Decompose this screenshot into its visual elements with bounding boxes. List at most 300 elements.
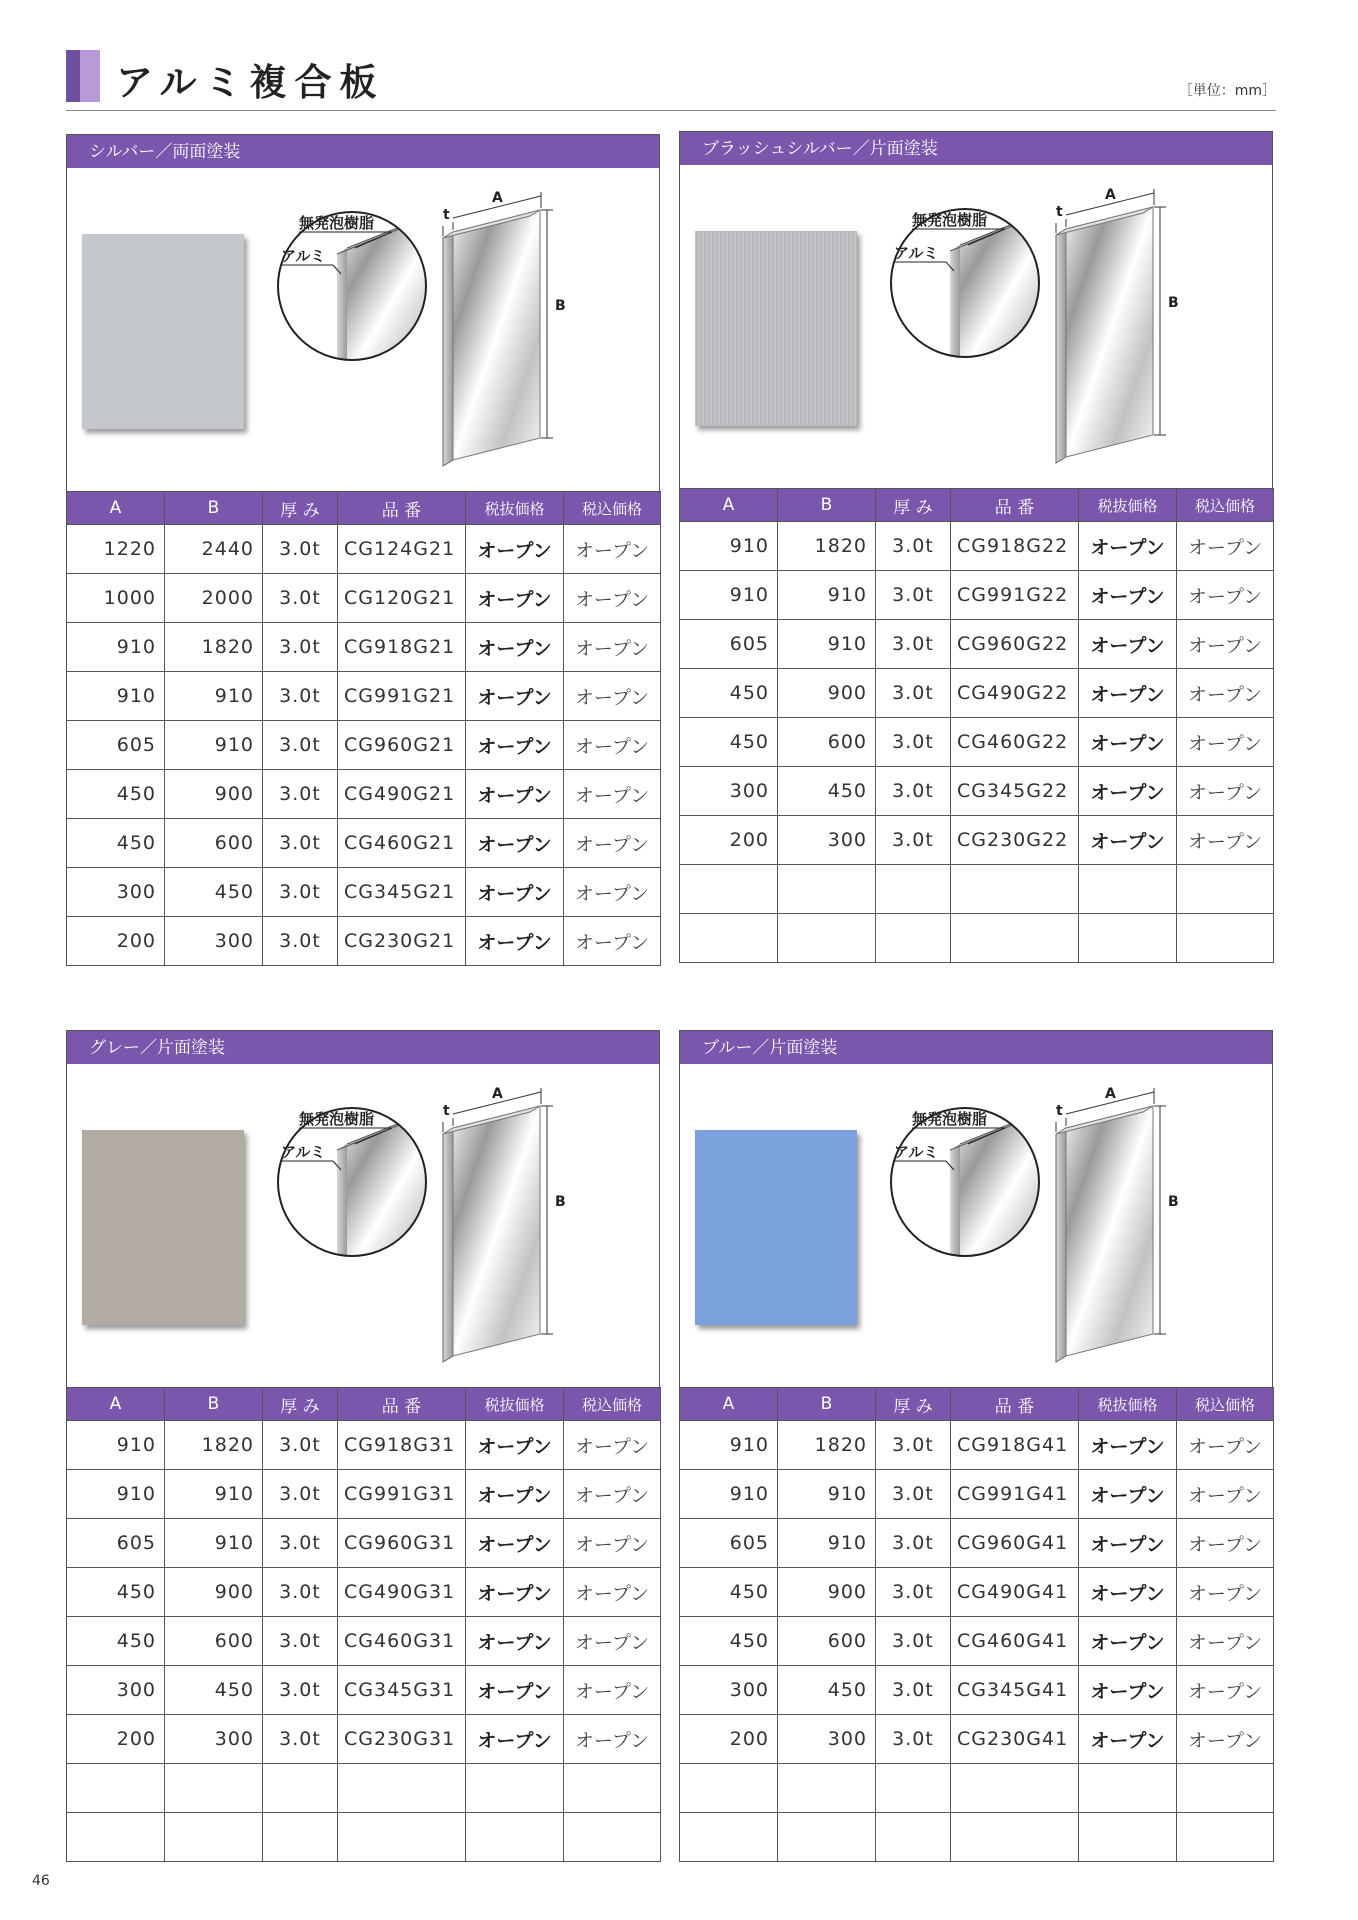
column-header: 税込価格 bbox=[564, 492, 661, 525]
table-cell: 3.0t bbox=[876, 767, 951, 816]
table-cell: 1220 bbox=[67, 525, 165, 574]
product-image-area bbox=[66, 1064, 660, 1387]
table-cell bbox=[466, 1764, 564, 1813]
table-cell bbox=[951, 865, 1079, 914]
table-cell: 3.0t bbox=[263, 1421, 338, 1470]
table-cell bbox=[564, 1764, 661, 1813]
table-cell: 3.0t bbox=[876, 522, 951, 571]
table-cell bbox=[778, 865, 876, 914]
table-cell: CG991G41 bbox=[951, 1470, 1079, 1519]
label-foam-resin: 無発泡樹脂 bbox=[299, 214, 375, 232]
table-cell: CG460G21 bbox=[338, 819, 466, 868]
table-cell: 3.0t bbox=[263, 1470, 338, 1519]
column-header: 税込価格 bbox=[1177, 1388, 1274, 1421]
column-header: B bbox=[778, 1388, 876, 1421]
table-cell bbox=[1079, 865, 1177, 914]
table-cell: CG960G41 bbox=[951, 1519, 1079, 1568]
table-cell: 450 bbox=[680, 1617, 778, 1666]
table-cell: CG960G31 bbox=[338, 1519, 466, 1568]
table-cell: 1820 bbox=[778, 1421, 876, 1470]
table-cell: CG960G22 bbox=[951, 620, 1079, 669]
title-accent-dark bbox=[66, 50, 80, 102]
table-cell: オープン bbox=[1079, 1715, 1177, 1764]
table-cell bbox=[876, 1813, 951, 1862]
table-cell: オープン bbox=[1079, 1568, 1177, 1617]
table-cell bbox=[1177, 914, 1274, 963]
table-row bbox=[67, 1568, 661, 1617]
table-row bbox=[680, 1666, 1274, 1715]
table-cell: 910 bbox=[67, 623, 165, 672]
table-row bbox=[67, 917, 661, 966]
table-cell: CG345G21 bbox=[338, 868, 466, 917]
table-cell: オープン bbox=[1177, 1617, 1274, 1666]
table-cell: 910 bbox=[680, 1421, 778, 1470]
label-foam-resin: 無発泡樹脂 bbox=[299, 1110, 375, 1128]
table-cell: 1820 bbox=[778, 522, 876, 571]
table-cell bbox=[67, 1764, 165, 1813]
table-cell bbox=[778, 1764, 876, 1813]
table-row bbox=[680, 571, 1274, 620]
table-cell: 450 bbox=[67, 770, 165, 819]
table-cell: 3.0t bbox=[263, 672, 338, 721]
product-image-area bbox=[679, 1064, 1273, 1387]
table-cell: オープン bbox=[564, 672, 661, 721]
column-header: 税抜価格 bbox=[466, 1388, 564, 1421]
table-cell: 3.0t bbox=[876, 620, 951, 669]
table-cell: オープン bbox=[564, 770, 661, 819]
table-cell: オープン bbox=[466, 1617, 564, 1666]
table-cell: 300 bbox=[67, 1666, 165, 1715]
table-row bbox=[680, 1568, 1274, 1617]
column-header: 品 番 bbox=[951, 489, 1079, 522]
label-height: B bbox=[555, 298, 566, 314]
label-foam-resin: 無発泡樹脂 bbox=[912, 211, 988, 229]
table-cell: 3.0t bbox=[876, 1568, 951, 1617]
table-cell: オープン bbox=[564, 868, 661, 917]
color-swatch bbox=[695, 1130, 857, 1325]
table-cell: 300 bbox=[680, 1666, 778, 1715]
label-aluminum: アルミ bbox=[281, 1143, 326, 1161]
label-height: B bbox=[1168, 295, 1179, 311]
table-cell: 1000 bbox=[67, 574, 165, 623]
label-thickness: t bbox=[443, 207, 450, 223]
column-header: B bbox=[165, 492, 263, 525]
table-row bbox=[680, 1813, 1274, 1862]
table-cell bbox=[1079, 914, 1177, 963]
table-cell: オープン bbox=[466, 917, 564, 966]
table-cell: 910 bbox=[680, 1470, 778, 1519]
column-header: A bbox=[680, 1388, 778, 1421]
table-cell bbox=[680, 865, 778, 914]
table-cell: CG918G41 bbox=[951, 1421, 1079, 1470]
table-cell: オープン bbox=[466, 1568, 564, 1617]
table-cell bbox=[338, 1813, 466, 1862]
table-cell: オープン bbox=[1079, 1617, 1177, 1666]
color-swatch bbox=[695, 231, 857, 426]
table-cell: オープン bbox=[1177, 620, 1274, 669]
table-cell: オープン bbox=[1079, 1470, 1177, 1519]
table-cell: オープン bbox=[1177, 1421, 1274, 1470]
table-cell: オープン bbox=[564, 525, 661, 574]
table-row bbox=[680, 1617, 1274, 1666]
table-cell: オープン bbox=[1177, 1715, 1274, 1764]
table-cell: 300 bbox=[680, 767, 778, 816]
table-cell: 450 bbox=[67, 1617, 165, 1666]
table-cell: CG490G31 bbox=[338, 1568, 466, 1617]
label-width: A bbox=[492, 190, 503, 206]
column-header: 品 番 bbox=[338, 492, 466, 525]
table-cell: 900 bbox=[165, 1568, 263, 1617]
table-cell: CG490G22 bbox=[951, 669, 1079, 718]
table-cell: オープン bbox=[1177, 669, 1274, 718]
table-row bbox=[680, 620, 1274, 669]
table-cell bbox=[263, 1813, 338, 1862]
table-cell: オープン bbox=[1079, 718, 1177, 767]
table-cell: 910 bbox=[165, 1470, 263, 1519]
table-cell: 3.0t bbox=[876, 1666, 951, 1715]
column-header: 品 番 bbox=[338, 1388, 466, 1421]
table-cell bbox=[1177, 1813, 1274, 1862]
table-cell bbox=[951, 914, 1079, 963]
table-cell: 910 bbox=[67, 672, 165, 721]
table-cell: 450 bbox=[680, 1568, 778, 1617]
table-row bbox=[680, 1421, 1274, 1470]
table-cell bbox=[876, 1764, 951, 1813]
table-cell: CG490G41 bbox=[951, 1568, 1079, 1617]
table-cell: オープン bbox=[466, 721, 564, 770]
table-cell: オープン bbox=[564, 1470, 661, 1519]
table-cell: 450 bbox=[165, 1666, 263, 1715]
table-cell bbox=[680, 1764, 778, 1813]
table-row bbox=[680, 1519, 1274, 1568]
spec-table bbox=[679, 488, 1274, 963]
table-cell: オープン bbox=[1177, 816, 1274, 865]
column-header: 税抜価格 bbox=[466, 492, 564, 525]
table-row bbox=[67, 574, 661, 623]
table-cell: オープン bbox=[1079, 620, 1177, 669]
table-cell: オープン bbox=[564, 1617, 661, 1666]
table-cell: CG124G21 bbox=[338, 525, 466, 574]
table-cell: 910 bbox=[680, 571, 778, 620]
table-cell: オープン bbox=[1079, 816, 1177, 865]
product-section bbox=[679, 131, 1273, 963]
table-cell bbox=[165, 1764, 263, 1813]
table-cell bbox=[951, 1813, 1079, 1862]
table-cell: 3.0t bbox=[876, 718, 951, 767]
label-aluminum: アルミ bbox=[894, 1143, 939, 1161]
table-cell: 1820 bbox=[165, 623, 263, 672]
table-cell: CG460G41 bbox=[951, 1617, 1079, 1666]
table-cell: オープン bbox=[564, 721, 661, 770]
label-width: A bbox=[1105, 1086, 1116, 1102]
table-cell: 450 bbox=[680, 718, 778, 767]
table-cell: 3.0t bbox=[876, 571, 951, 620]
table-cell: オープン bbox=[466, 1666, 564, 1715]
table-cell: 3.0t bbox=[263, 868, 338, 917]
table-cell: 600 bbox=[165, 1617, 263, 1666]
table-cell: オープン bbox=[564, 819, 661, 868]
table-cell: オープン bbox=[564, 574, 661, 623]
table-cell: 1820 bbox=[165, 1421, 263, 1470]
label-foam-resin: 無発泡樹脂 bbox=[912, 1110, 988, 1128]
column-header: 厚 み bbox=[876, 1388, 951, 1421]
table-cell bbox=[876, 914, 951, 963]
table-row bbox=[680, 1715, 1274, 1764]
table-cell: オープン bbox=[466, 868, 564, 917]
table-cell bbox=[778, 914, 876, 963]
column-header: 税抜価格 bbox=[1079, 1388, 1177, 1421]
table-cell: オープン bbox=[466, 1519, 564, 1568]
panel-diagram bbox=[277, 188, 597, 478]
table-cell bbox=[951, 1764, 1079, 1813]
table-cell: 910 bbox=[778, 1470, 876, 1519]
title-accent-light bbox=[80, 50, 100, 102]
product-image-area bbox=[679, 165, 1273, 488]
table-cell bbox=[680, 1813, 778, 1862]
table-cell: オープン bbox=[466, 672, 564, 721]
table-cell: オープン bbox=[1079, 1666, 1177, 1715]
table-row bbox=[67, 672, 661, 721]
table-cell bbox=[338, 1764, 466, 1813]
table-cell: 910 bbox=[680, 522, 778, 571]
table-cell: 450 bbox=[778, 1666, 876, 1715]
table-cell: 910 bbox=[165, 672, 263, 721]
table-row bbox=[680, 1764, 1274, 1813]
column-header: 厚 み bbox=[263, 1388, 338, 1421]
table-cell: オープン bbox=[1177, 1666, 1274, 1715]
product-image-area bbox=[66, 168, 660, 491]
label-height: B bbox=[555, 1194, 566, 1210]
table-cell: CG120G21 bbox=[338, 574, 466, 623]
section-title: シルバー／両面塗装 bbox=[66, 134, 660, 168]
table-cell: CG460G31 bbox=[338, 1617, 466, 1666]
table-cell: CG345G31 bbox=[338, 1666, 466, 1715]
table-row bbox=[67, 819, 661, 868]
column-header: A bbox=[67, 1388, 165, 1421]
color-swatch bbox=[82, 234, 244, 429]
table-row bbox=[67, 721, 661, 770]
table-cell: 3.0t bbox=[263, 623, 338, 672]
spec-table bbox=[679, 1387, 1274, 1862]
table-cell: 910 bbox=[165, 1519, 263, 1568]
table-cell: 450 bbox=[680, 669, 778, 718]
table-cell bbox=[466, 1813, 564, 1862]
table-cell: オープン bbox=[564, 1568, 661, 1617]
table-cell: 3.0t bbox=[876, 1519, 951, 1568]
product-section bbox=[66, 134, 660, 966]
table-cell: 900 bbox=[778, 1568, 876, 1617]
table-cell: 605 bbox=[67, 721, 165, 770]
table-cell: 3.0t bbox=[263, 1519, 338, 1568]
page-header bbox=[66, 50, 1276, 111]
table-cell: 910 bbox=[778, 571, 876, 620]
table-cell: オープン bbox=[1177, 571, 1274, 620]
table-cell bbox=[1177, 865, 1274, 914]
table-cell: 3.0t bbox=[876, 1617, 951, 1666]
table-row bbox=[680, 522, 1274, 571]
label-aluminum: アルミ bbox=[894, 244, 939, 262]
table-cell: オープン bbox=[1079, 767, 1177, 816]
table-cell: 2000 bbox=[165, 574, 263, 623]
column-header: 厚 み bbox=[876, 489, 951, 522]
column-header: B bbox=[778, 489, 876, 522]
table-cell: オープン bbox=[466, 574, 564, 623]
table-cell: 300 bbox=[778, 816, 876, 865]
table-cell: 450 bbox=[778, 767, 876, 816]
table-cell: オープン bbox=[564, 1666, 661, 1715]
table-cell: 600 bbox=[778, 718, 876, 767]
table-row bbox=[680, 718, 1274, 767]
table-cell: オープン bbox=[466, 1715, 564, 1764]
table-cell: オープン bbox=[466, 770, 564, 819]
spec-table bbox=[66, 1387, 661, 1862]
table-cell: 910 bbox=[67, 1470, 165, 1519]
table-cell: 3.0t bbox=[263, 574, 338, 623]
table-cell: CG460G22 bbox=[951, 718, 1079, 767]
page-title: アルミ複合板 bbox=[116, 61, 385, 104]
table-cell bbox=[165, 1813, 263, 1862]
table-cell: CG490G21 bbox=[338, 770, 466, 819]
section-title: ブルー／片面塗装 bbox=[679, 1030, 1273, 1064]
table-cell: オープン bbox=[1177, 1470, 1274, 1519]
table-row bbox=[680, 767, 1274, 816]
table-cell bbox=[1079, 1764, 1177, 1813]
table-cell: 300 bbox=[778, 1715, 876, 1764]
table-row bbox=[680, 1470, 1274, 1519]
table-cell: 3.0t bbox=[263, 1568, 338, 1617]
label-thickness: t bbox=[443, 1103, 450, 1119]
label-height: B bbox=[1168, 1194, 1179, 1210]
table-cell: 3.0t bbox=[263, 721, 338, 770]
table-cell: 300 bbox=[165, 917, 263, 966]
table-cell: オープン bbox=[466, 525, 564, 574]
table-cell: 910 bbox=[778, 620, 876, 669]
table-cell: 450 bbox=[67, 1568, 165, 1617]
label-width: A bbox=[492, 1086, 503, 1102]
table-cell: オープン bbox=[1177, 1568, 1274, 1617]
table-cell: オープン bbox=[1177, 522, 1274, 571]
column-header: A bbox=[680, 489, 778, 522]
section-title: ブラッシュシルバー／片面塗装 bbox=[679, 131, 1273, 165]
table-cell: 600 bbox=[165, 819, 263, 868]
spec-table bbox=[66, 491, 661, 966]
column-header: 税抜価格 bbox=[1079, 489, 1177, 522]
table-row bbox=[67, 1617, 661, 1666]
table-cell: 605 bbox=[680, 620, 778, 669]
table-cell: CG991G22 bbox=[951, 571, 1079, 620]
table-cell: CG960G21 bbox=[338, 721, 466, 770]
section-title: グレー／片面塗装 bbox=[66, 1030, 660, 1064]
table-cell: CG991G21 bbox=[338, 672, 466, 721]
table-cell: 2440 bbox=[165, 525, 263, 574]
panel-diagram bbox=[277, 1084, 597, 1374]
table-cell: 3.0t bbox=[263, 819, 338, 868]
table-cell: 3.0t bbox=[876, 1470, 951, 1519]
product-section bbox=[66, 1030, 660, 1862]
table-cell: オープン bbox=[564, 917, 661, 966]
table-row bbox=[67, 1813, 661, 1862]
column-header: B bbox=[165, 1388, 263, 1421]
page-number: 46 bbox=[32, 1873, 50, 1889]
table-cell: CG918G31 bbox=[338, 1421, 466, 1470]
table-row bbox=[680, 914, 1274, 963]
table-row bbox=[680, 669, 1274, 718]
column-header: 税込価格 bbox=[1177, 489, 1274, 522]
table-cell: オープン bbox=[564, 1519, 661, 1568]
table-cell: 3.0t bbox=[876, 669, 951, 718]
table-cell: 910 bbox=[165, 721, 263, 770]
table-cell: オープン bbox=[564, 1715, 661, 1764]
column-header: 厚 み bbox=[263, 492, 338, 525]
table-cell: CG345G41 bbox=[951, 1666, 1079, 1715]
table-cell: 910 bbox=[67, 1421, 165, 1470]
table-cell bbox=[1177, 1764, 1274, 1813]
table-row bbox=[680, 816, 1274, 865]
table-cell: 200 bbox=[680, 1715, 778, 1764]
table-cell: オープン bbox=[1079, 522, 1177, 571]
table-cell bbox=[1079, 1813, 1177, 1862]
table-cell: オープン bbox=[1079, 571, 1177, 620]
table-cell: 3.0t bbox=[263, 1715, 338, 1764]
table-cell bbox=[564, 1813, 661, 1862]
table-row bbox=[67, 1764, 661, 1813]
table-cell: 910 bbox=[778, 1519, 876, 1568]
table-cell: 3.0t bbox=[263, 770, 338, 819]
table-cell: 3.0t bbox=[876, 1715, 951, 1764]
table-cell: 200 bbox=[67, 917, 165, 966]
unit-note: ［単位：mm］ bbox=[1178, 83, 1276, 99]
table-cell: 300 bbox=[67, 868, 165, 917]
table-cell: オープン bbox=[1079, 1519, 1177, 1568]
label-width: A bbox=[1105, 187, 1116, 203]
color-swatch bbox=[82, 1130, 244, 1325]
table-row bbox=[67, 868, 661, 917]
table-cell bbox=[680, 914, 778, 963]
label-thickness: t bbox=[1056, 204, 1063, 220]
table-cell: CG230G22 bbox=[951, 816, 1079, 865]
table-row bbox=[67, 770, 661, 819]
table-cell: CG230G21 bbox=[338, 917, 466, 966]
table-cell: 300 bbox=[165, 1715, 263, 1764]
table-cell: オープン bbox=[564, 1421, 661, 1470]
table-cell: 605 bbox=[680, 1519, 778, 1568]
column-header: A bbox=[67, 492, 165, 525]
table-cell: オープン bbox=[1177, 1519, 1274, 1568]
table-cell: オープン bbox=[466, 819, 564, 868]
panel-diagram bbox=[890, 1084, 1210, 1374]
table-row bbox=[67, 525, 661, 574]
table-cell: 3.0t bbox=[876, 1421, 951, 1470]
table-cell: 3.0t bbox=[263, 917, 338, 966]
table-cell: オープン bbox=[466, 623, 564, 672]
table-cell bbox=[778, 1813, 876, 1862]
table-cell: 200 bbox=[67, 1715, 165, 1764]
table-cell: CG918G21 bbox=[338, 623, 466, 672]
table-cell: 605 bbox=[67, 1519, 165, 1568]
table-cell: 3.0t bbox=[263, 1617, 338, 1666]
table-cell: オープン bbox=[1177, 718, 1274, 767]
table-cell: 900 bbox=[165, 770, 263, 819]
table-row bbox=[67, 1421, 661, 1470]
label-aluminum: アルミ bbox=[281, 247, 326, 265]
table-cell: CG230G41 bbox=[951, 1715, 1079, 1764]
table-cell: CG991G31 bbox=[338, 1470, 466, 1519]
table-cell: 3.0t bbox=[876, 816, 951, 865]
table-cell: CG345G22 bbox=[951, 767, 1079, 816]
table-cell bbox=[263, 1764, 338, 1813]
product-section bbox=[679, 1030, 1273, 1862]
table-cell: 200 bbox=[680, 816, 778, 865]
